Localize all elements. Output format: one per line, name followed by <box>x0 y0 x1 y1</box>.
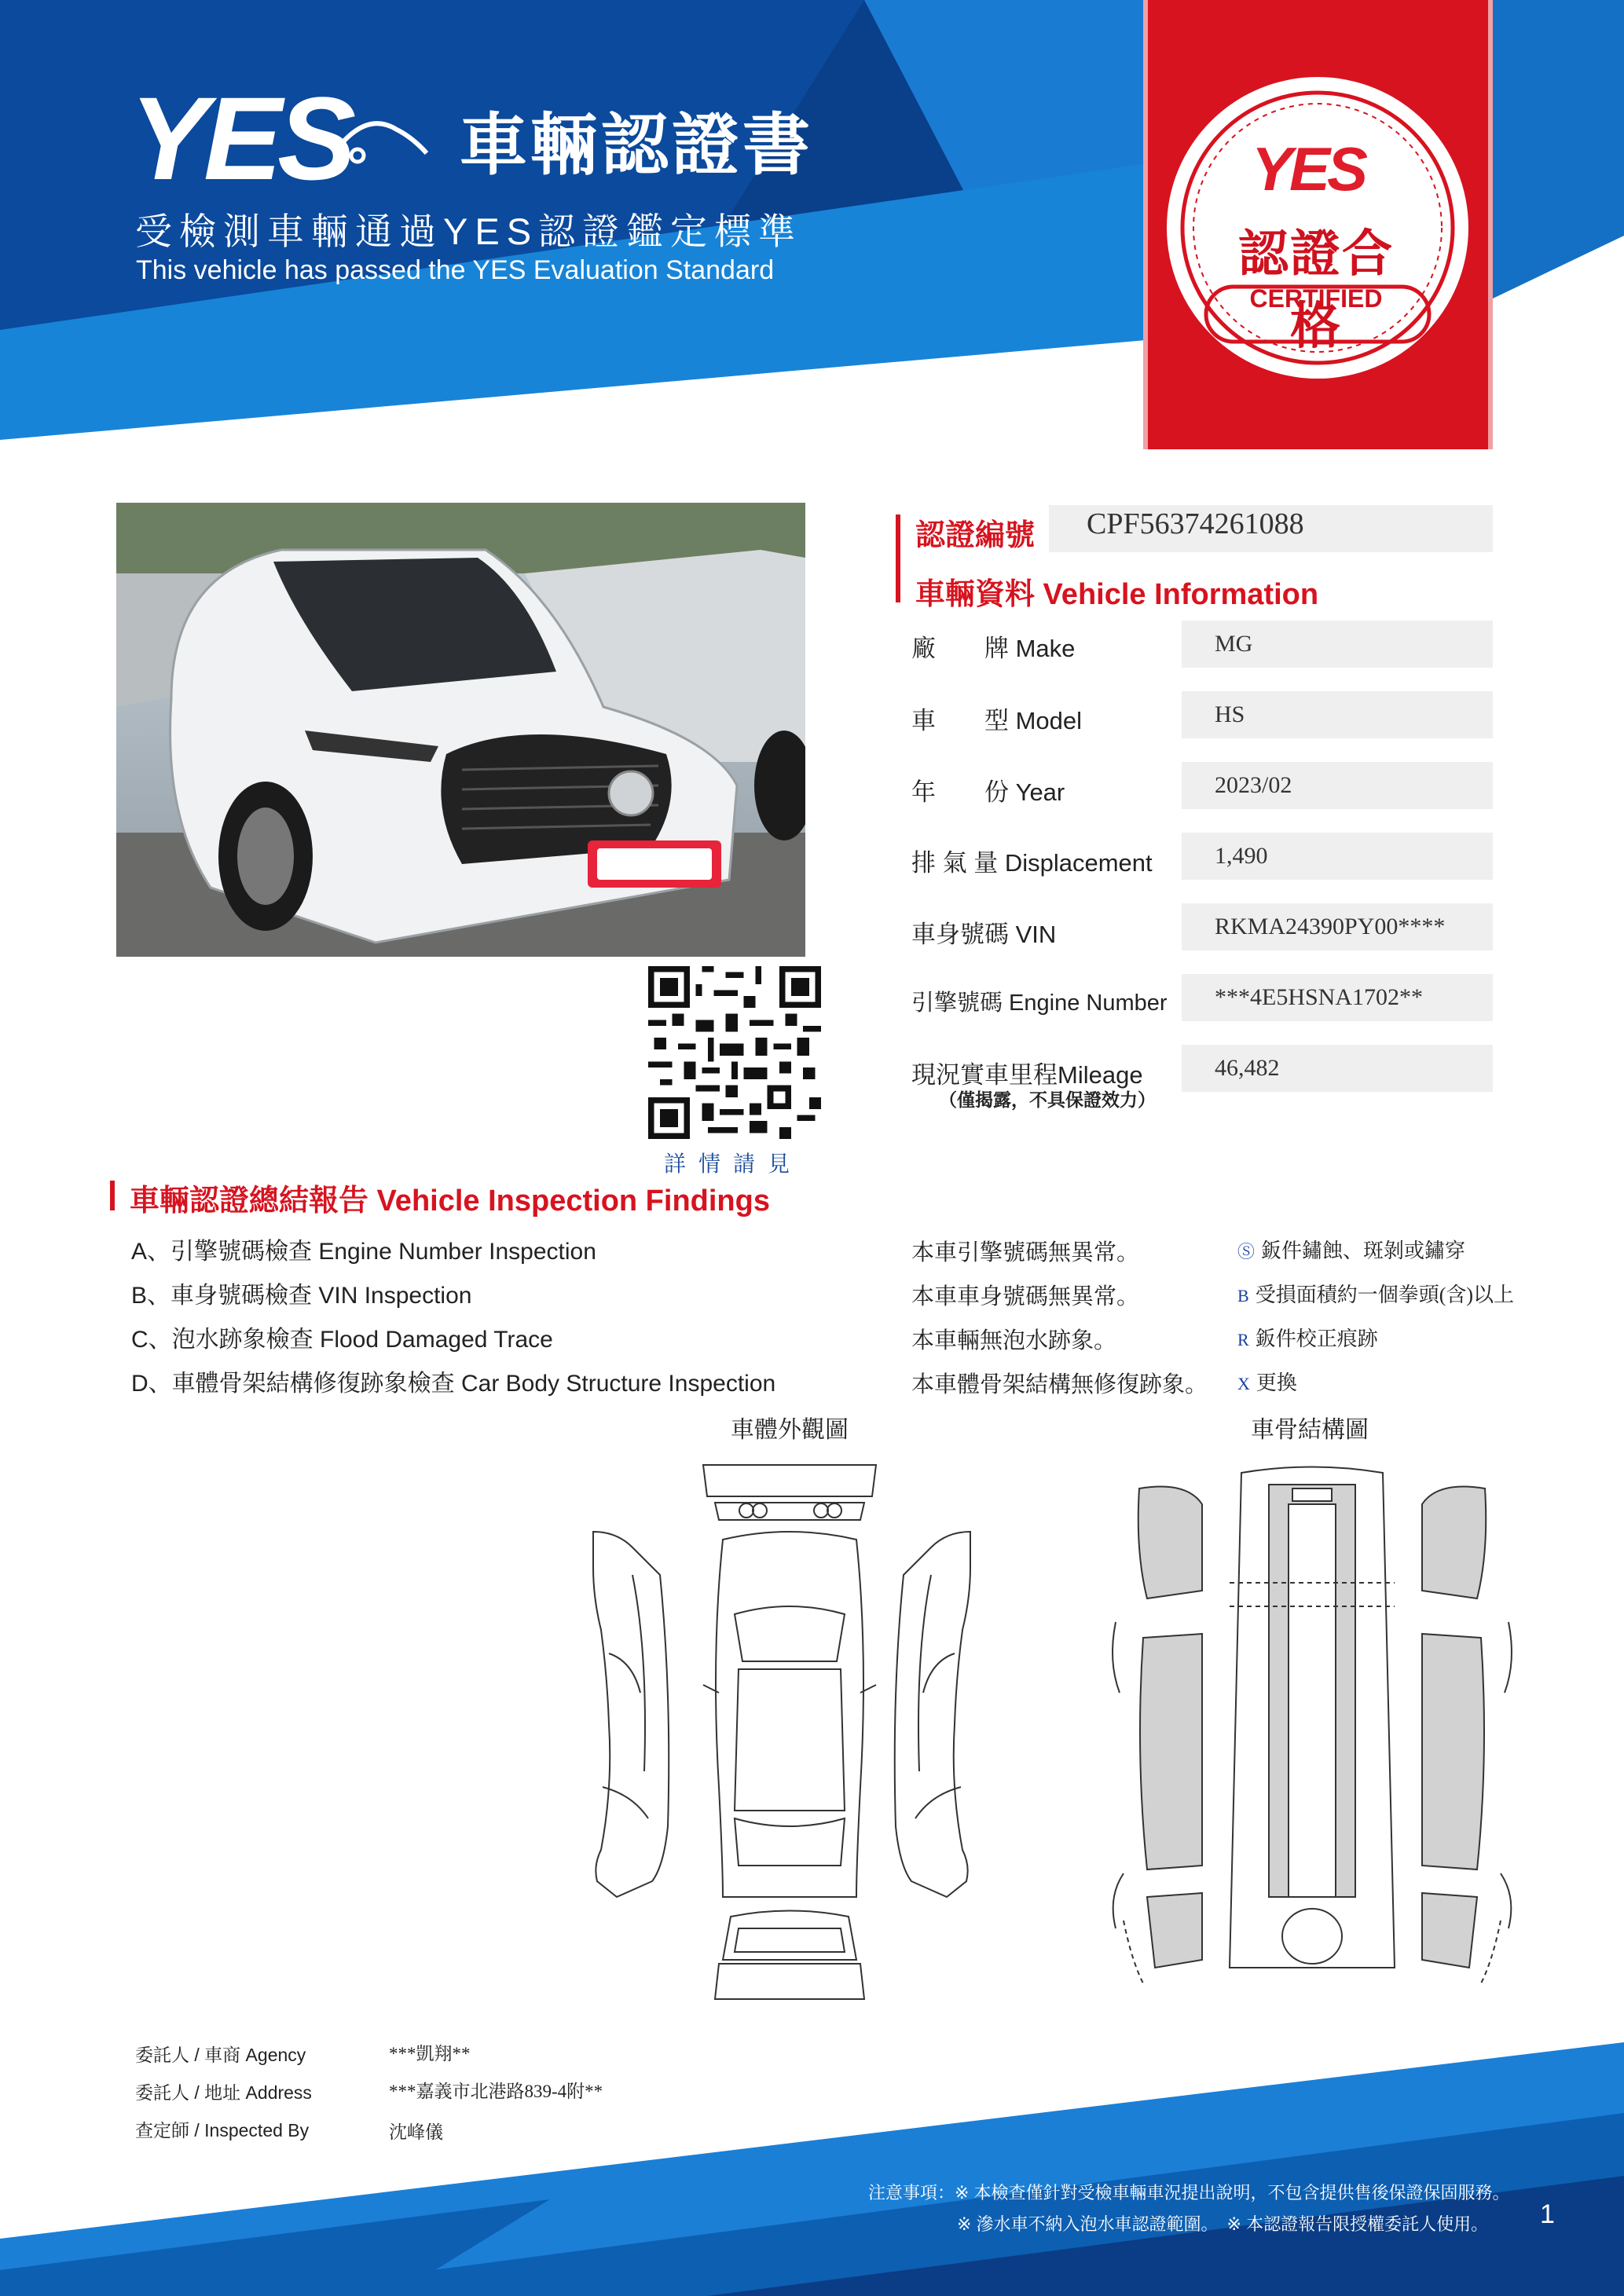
vin-label: 車身號碼 VIN <box>911 921 1057 948</box>
legend-b-symbol: B <box>1237 1286 1249 1305</box>
structure-diagram-caption: 車骨結構圖 <box>1251 1417 1369 1443</box>
vehicle-photo <box>116 503 805 957</box>
legend-r-symbol: R <box>1237 1330 1249 1349</box>
agency-label: 委託人 / 車商 Agency <box>135 2045 306 2065</box>
certificate-number-label: 認證編號 <box>915 519 1036 552</box>
finding-vin-result: 本車車身號碼無異常。 <box>911 1284 1140 1309</box>
seal-certified-en: CERTIFIED <box>1249 284 1383 313</box>
seal-logo: YES <box>1251 134 1366 203</box>
inspector-value: 沈峰儀 <box>389 2122 443 2142</box>
legend-text: 鈑件校正痕跡 <box>1255 1327 1378 1350</box>
finding-flood-result: 本車輛無泡水跡象。 <box>911 1328 1117 1353</box>
finding-structure-label: D、車體骨架結構修復跡象檢查 Car Body Structure Inspection <box>131 1371 776 1397</box>
finding-vin-label: B、車身號碼檢查 VIN Inspection <box>131 1283 472 1309</box>
legend-repair <box>1237 1323 1378 1352</box>
address-label: 委託人 / 地址 Address <box>135 2082 312 2103</box>
finding-engine-result: 本車引擎號碼無異常。 <box>911 1240 1140 1265</box>
displacement-label: 排 氣 量 Displacement <box>911 849 1153 877</box>
legend-text: 鈑件鏽蝕、斑剝或鏽穿 <box>1261 1240 1466 1262</box>
notice-line-2: ※ 滲水車不納入泡水車認證範圍。 ※ 本認證報告限授權委託人使用。 <box>957 2214 1489 2234</box>
subtitle-chinese: 受檢測車輛通過YES認證鑑定標準 <box>135 211 803 252</box>
displacement-value: 1,490 <box>1215 843 1268 869</box>
year-label: 年 份 Year <box>911 778 1065 806</box>
section-marker <box>896 514 900 602</box>
model-label: 車 型 Model <box>911 707 1083 734</box>
page-number: 1 <box>1540 2199 1555 2229</box>
engine-number-value: ***4E5HSNA1702** <box>1215 984 1424 1010</box>
vin-value: RKMA24390PY00**** <box>1215 914 1446 939</box>
legend-damage <box>1237 1279 1514 1308</box>
document-title: 車輛認證書 <box>460 108 813 183</box>
legend-text: 受損面積約一個拳頭(含)以上 <box>1255 1283 1515 1306</box>
finding-engine-label: A、引擎號碼檢查 Engine Number Inspection <box>131 1239 596 1265</box>
certificate-number-value: CPF56374261088 <box>1087 507 1304 540</box>
qr-caption: 詳情請見 <box>664 1152 803 1176</box>
findings-title: 車輛認證總結報告 Vehicle Inspection Findings <box>130 1185 770 1218</box>
agency-value: ***凱翔** <box>389 2044 471 2063</box>
finding-structure-result: 本車體骨架結構無修復跡象。 <box>911 1372 1208 1397</box>
mileage-note: （僅揭露，不具保證效力） <box>939 1089 1156 1110</box>
legend-text: 更換 <box>1256 1371 1297 1394</box>
make-value: MG <box>1215 631 1253 657</box>
seal-certified-text: 認證合格 <box>1238 225 1394 354</box>
exterior-diagram-caption: 車體外觀圖 <box>731 1417 849 1443</box>
address-value: ***嘉義市北港路839-4附** <box>389 2082 603 2101</box>
findings-marker <box>110 1181 115 1210</box>
legend-corrosion <box>1237 1235 1465 1264</box>
engine-number-label: 引擎號碼 Engine Number <box>911 991 1168 1016</box>
year-value: 2023/02 <box>1215 772 1292 798</box>
inspector-label: 查定師 / Inspected By <box>135 2120 310 2140</box>
notice-line-1: 注意事項：※ 本檢查僅針對受檢車輛車況提出說明，不包含提供售後保證保固服務。 <box>868 2183 1510 2203</box>
car-swoosh-icon <box>334 110 428 165</box>
structure-diagram <box>1100 1457 1524 2007</box>
yes-logo: YES <box>130 72 352 204</box>
model-value: HS <box>1215 701 1245 727</box>
vehicle-info-title: 車輛資料 Vehicle Information <box>915 578 1319 611</box>
exterior-diagram <box>585 1457 978 2007</box>
legend-x-symbol: X <box>1237 1374 1250 1393</box>
legend-s-symbol: Ⓢ <box>1237 1242 1256 1262</box>
mileage-value: 46,482 <box>1215 1055 1280 1081</box>
finding-flood-label: C、泡水跡象檢查 Flood Damaged Trace <box>131 1327 553 1353</box>
mileage-label: 現況實車里程Mileage <box>911 1061 1143 1089</box>
legend-replace <box>1237 1367 1297 1396</box>
subtitle-english: This vehicle has passed the YES Evaluation Standard <box>136 255 775 285</box>
qr-code[interactable] <box>648 966 821 1139</box>
make-label: 廠 牌 Make <box>911 635 1076 662</box>
